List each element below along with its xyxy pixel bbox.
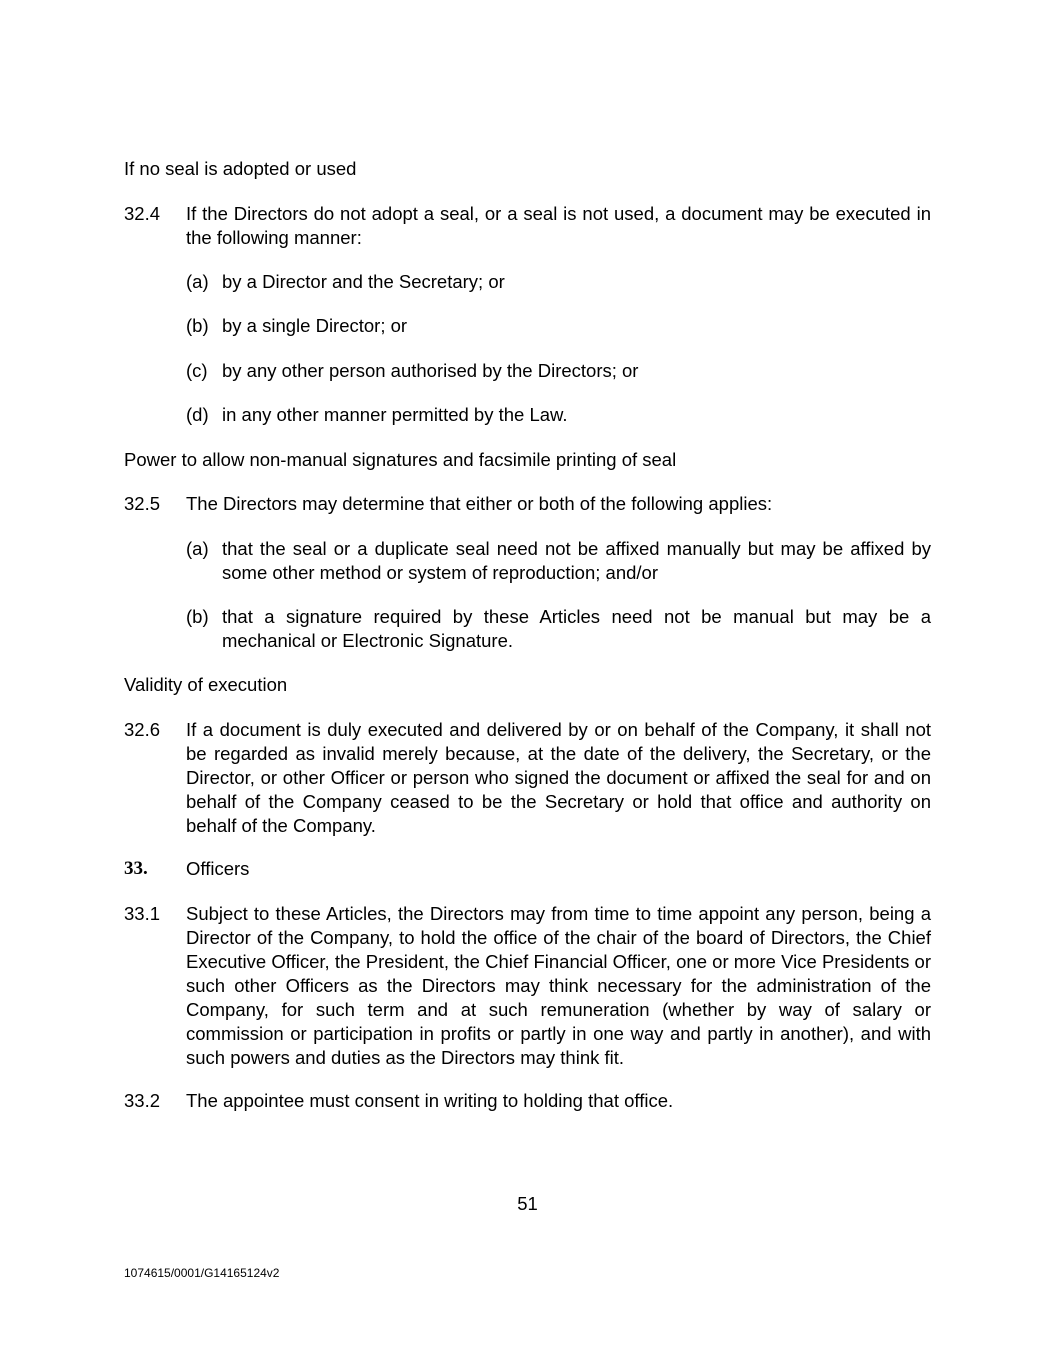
item-label: (b) <box>186 606 209 627</box>
heading-validity: Validity of execution <box>124 674 288 695</box>
clause-number-32-6: 32.6 <box>124 719 161 740</box>
document-reference: 1074615/0001/G14165124v2 <box>124 1266 280 1280</box>
item-text: that a signature required by these Articles need not be manual but may be a mechanical or Electronic Signature. <box>222 606 931 651</box>
page-number: 51 <box>517 1193 538 1214</box>
item-label: (c) <box>186 360 208 381</box>
item-text: by a Director and the Secretary; or <box>222 271 505 292</box>
item-label: (d) <box>186 404 209 425</box>
clause-number-33-1: 33.1 <box>124 903 161 924</box>
heading-non-manual-signatures: Power to allow non-manual signatures and facsimile printing of seal <box>124 449 677 470</box>
clause-text-32-6: If a document is duly executed and delivered by or on behalf of the Company, it shall not be regarded as invalid merely because, at the date of the delivery, the Secretary, or the Director, or other Officer or person who signed the document or affixed the seal for and on behalf of the Company ceased to be the Secretary or hold that office and authority on behalf of the Company. <box>186 719 931 836</box>
heading-no-seal: If no seal is adopted or used <box>124 158 357 179</box>
item-label: (b) <box>186 315 209 336</box>
clause-text-32-4: If the Directors do not adopt a seal, or a seal is not used, a document may be executed in the following manner: <box>186 203 931 248</box>
item-label: (a) <box>186 538 209 559</box>
item-text: by a single Director; or <box>222 315 408 336</box>
item-text: that the seal or a duplicate seal need not be affixed manually but may be affixed by some other method or system of reproduction; and/or <box>222 538 931 583</box>
clause-text-32-5: The Directors may determine that either or both of the following applies: <box>186 493 773 514</box>
item-text: by any other person authorised by the Directors; or <box>222 360 639 381</box>
clause-number-32-4: 32.4 <box>124 203 161 224</box>
clause-number-33-2: 33.2 <box>124 1090 161 1111</box>
item-text: in any other manner permitted by the Law. <box>222 404 568 425</box>
article-number-33: 33. <box>124 858 148 879</box>
clause-text-33-1: Subject to these Articles, the Directors may from time to time appoint any person, being a Director of the Company, to hold the office of the chair of the board of Directors, the Chief Executive Officer, the President, the Chief Financial Officer, one or more Vice Presidents or such other Officers as the Directors may think necessary for the administration of the Company, for such term and at such remuneration (whether by way of salary or commission or participation in profits or partly in one way and partly in another), and with such powers and duties as the Directors may think fit. <box>186 903 931 1068</box>
item-label: (a) <box>186 271 209 292</box>
article-title-officers: Officers <box>186 858 250 879</box>
clause-number-32-5: 32.5 <box>124 493 161 514</box>
clause-text-33-2: The appointee must consent in writing to holding that office. <box>186 1090 674 1111</box>
